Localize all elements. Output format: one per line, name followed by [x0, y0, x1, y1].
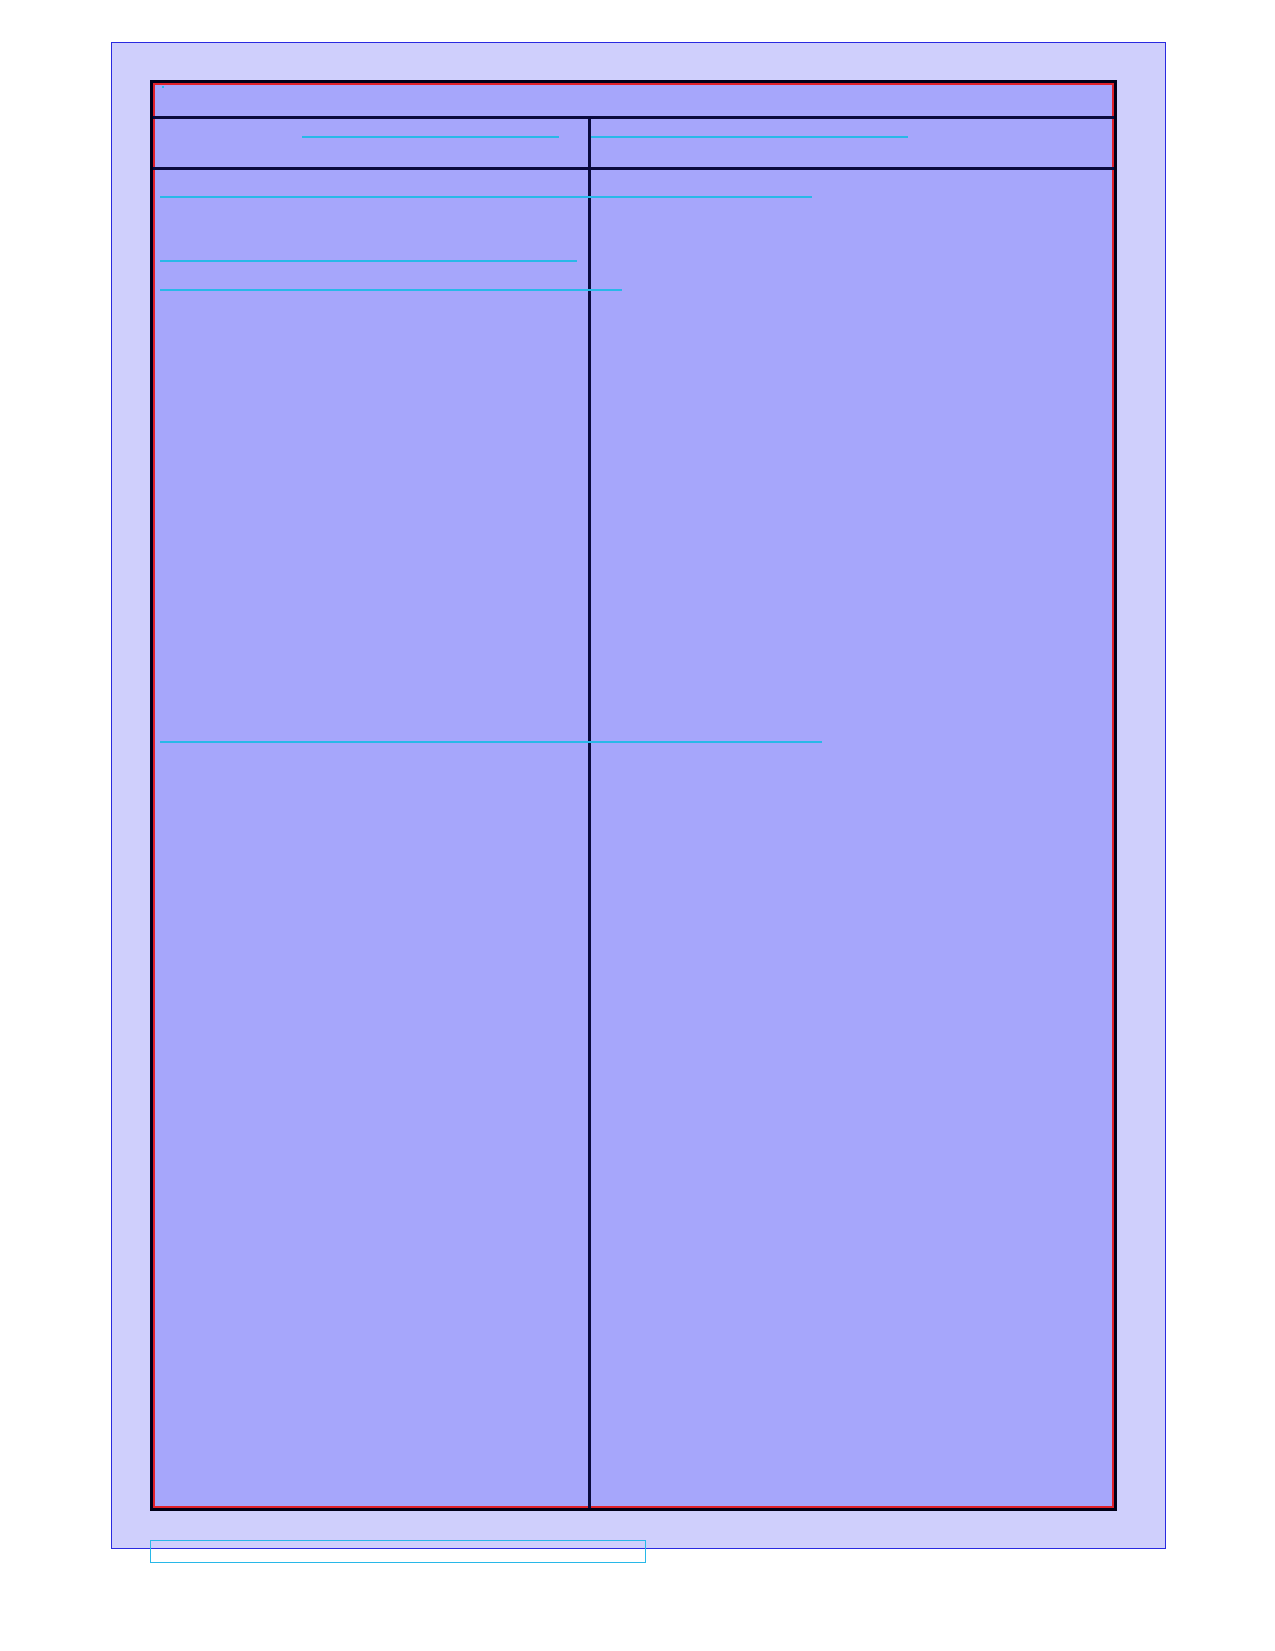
page-footer	[151, 1541, 645, 1562]
divider	[153, 116, 1114, 119]
column-divider	[588, 116, 591, 1508]
divider	[153, 167, 1114, 170]
competency-table	[150, 80, 1117, 1511]
